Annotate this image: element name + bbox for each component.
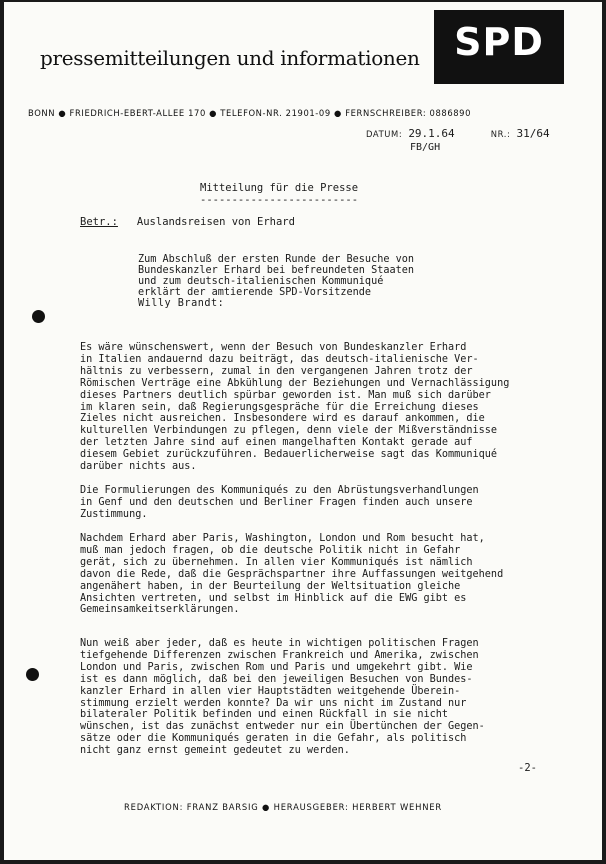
text-line: in Genf und den deutschen und Berliner Fragen finden auch unsere: [80, 496, 473, 508]
text-line: angenähert haben, in der Beurteilung der Weltsituation gleiche: [80, 580, 461, 592]
text-line: im klaren sein, daß Regierungsgespräche für die Erreichung dieses: [80, 401, 479, 413]
text-line: tiefgehende Differenzen zwischen Frankreich und Amerika, zwischen: [80, 649, 479, 661]
date-value: 29.1.64: [408, 127, 455, 140]
text-line: davon die Rede, daß die Gesprächspartner ihre Auffassungen weitgehend: [80, 568, 504, 580]
text-line: London und Paris, zwischen Rom und Paris und umgekehrt gibt. Wie: [80, 661, 473, 673]
text-line: muß man jedoch fragen, ob die deutsche Politik nicht in Gefahr: [80, 544, 461, 556]
spd-logo: [434, 10, 564, 84]
text-line: Es wäre wünschenswert, wenn der Besuch von Bundeskanzler Erhard: [80, 342, 467, 353]
text-line: bilateraler Politik befinden und einen Rückfall in sie nicht: [80, 709, 449, 721]
contact-line: BONN ● FRIEDRICH-EBERT-ALLEE 170 ● TELEFON-NR. 21901-09 ● FERNSCHREIBER: 0886890: [28, 108, 472, 118]
masthead-title: pressemitteilungen und informationen: [40, 46, 420, 70]
intro-line: Willy Brandt:: [138, 298, 225, 309]
document-page: [4, 2, 602, 860]
intro-line: Bundeskanzler Erhard bei befreundeten Staaten: [138, 265, 415, 276]
text-line: nicht ganz ernst gemeint gedeutet zu werden.: [80, 745, 350, 757]
number-value: 31/64: [516, 127, 550, 140]
text-line: Zustimmung.: [80, 508, 148, 520]
paragraph-2: [80, 485, 560, 521]
punch-hole: [32, 310, 45, 323]
heading-underline: -------------------------: [200, 194, 359, 206]
text-line: Nachdem Erhard aber Paris, Washington, London und Rom besucht hat,: [80, 533, 485, 544]
text-line: Zieles nicht ausreichen. Insbesondere wird es darauf ankommen, die: [80, 413, 485, 425]
page-number: -2-: [518, 762, 537, 774]
intro-line: Zum Abschluß der ersten Runde der Besuche von: [138, 254, 415, 265]
text-line: Die Formulierungen des Kommuniqués zu den Abrüstungsverhandlungen: [80, 485, 479, 496]
punch-hole: [26, 668, 39, 681]
spd-logo-text: SPD: [454, 20, 544, 64]
text-line: stimmung erzielt werden konnte? Da wir uns nicht im Zustand nur: [80, 697, 467, 709]
text-line: Gemeinsamkeitserklärungen.: [80, 604, 240, 616]
intro-block: [138, 254, 414, 309]
subject-line: [80, 216, 295, 228]
text-line: kanzler Erhard in allen vier Hauptstädten weitgehende Überein-: [80, 685, 461, 697]
number-label: NR.:: [490, 129, 511, 139]
text-line: ist es dann möglich, daß bei den jeweiligen Besuchen von Bundes-: [80, 673, 473, 685]
text-line: kulturellen Verbindungen zu pflegen, denn viele der Mißverständnisse: [80, 425, 498, 437]
subject-label: Betr.:: [80, 216, 118, 228]
text-line: diesem Gebiet zurückzuführen. Bedauerlicherweise sagt das Kommuniqué: [80, 449, 498, 461]
text-line: gerät, sich zu übernehmen. In allen vier Kommuniqués ist nämlich: [80, 556, 473, 568]
text-line: sätze oder die Kommuniqués geraten in die Gefahr, als politisch: [80, 733, 467, 745]
intro-line: und zum deutsch-italienischen Kommuniqué: [138, 276, 384, 287]
text-line: in Italien andauernd dazu beiträgt, das deutsch-italienische Ver-: [80, 353, 479, 365]
text-line: hältnis zu verbessern, zumal in den vergangenen Jahren trotz der: [80, 365, 473, 377]
intro-line: erklärt der amtierende SPD-Vorsitzende: [138, 287, 372, 298]
footer-credits: REDAKTION: FRANZ BARSIG ● HERAUSGEBER: HERBERT WEHNER: [124, 802, 442, 812]
text-line: darüber nichts aus.: [80, 461, 197, 473]
text-line: Nun weiß aber jeder, daß es heute in wichtigen politischen Fragen: [80, 638, 479, 649]
text-line: Römischen Verträge eine Abkühlung der Beziehungen und Vernachlässigung: [80, 377, 510, 389]
paragraph-4: [80, 638, 560, 757]
paragraph-1: [80, 342, 560, 473]
subject-text: Auslandsreisen von Erhard: [136, 216, 295, 228]
signature-initials: FB/GH: [410, 142, 441, 153]
text-line: Ansichten vertreten, und selbst im Hinblick auf die EWG gibt es: [80, 592, 467, 604]
date-number-row: [366, 127, 550, 140]
text-line: wünschen, ist das zunächst entweder nur ein Übertünchen der Gegen-: [80, 721, 485, 733]
text-line: dieses Partners deutlich spürbar geworden ist. Man muß sich darüber: [80, 389, 491, 401]
press-heading: Mitteilung für die Presse: [200, 182, 359, 194]
text-line: der letzten Jahre sind auf einen mangelhaften Kontakt gerade auf: [80, 437, 473, 449]
paragraph-3: [80, 533, 560, 616]
date-label: DATUM:: [366, 129, 403, 139]
